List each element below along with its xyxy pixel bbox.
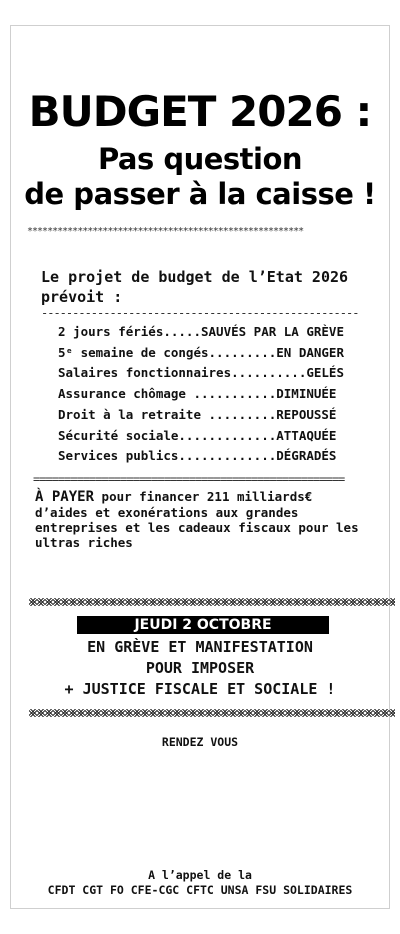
budget-items-list <box>58 322 368 467</box>
flyer <box>10 25 390 909</box>
date-banner: JEUDI 2 OCTOBRE <box>77 616 329 634</box>
call-text: A l’appel de la <box>148 868 252 882</box>
pay-label: À PAYER <box>35 489 95 505</box>
list-item: 2 jours fériés.....SAUVÉS PAR LA GRÈVE <box>58 324 344 339</box>
item-status: DIMINUÉE <box>276 386 337 402</box>
list-item: Salaires fonctionnaires..........GELÉS <box>58 365 344 381</box>
item-status: ATTAQUÉE <box>276 427 337 443</box>
list-item: Services publics.............DÉGRADÉS <box>58 448 337 464</box>
list-item: Assurance chômage ...........DIMINUÉE <box>58 386 337 402</box>
list-item: Droit à la retraite .........REPOUSSÉ <box>58 406 337 422</box>
item-status: DÉGRADÉS <box>276 448 337 464</box>
pay-text: pour financer 211 milliards€ d’aides et exonérations aux grandes entreprises et les cadeaux fiscaux pour les ultras riches <box>35 489 359 550</box>
list-item: Sécurité sociale.............ATTAQUÉE <box>58 427 337 443</box>
item-status: REPOUSSÉ <box>276 406 337 422</box>
headline-subtitle-line2: de passer à la caisse ! <box>24 177 376 211</box>
impose-line: POUR IMPOSER <box>145 659 255 677</box>
strike-line: EN GRÈVE ET MANIFESTATION <box>87 638 313 656</box>
budget-intro: Le projet de budget de l’Etat 2026 prévoit : <box>41 268 349 306</box>
list-item: 5ᵉ semaine de congés.........EN DANGER <box>58 344 344 360</box>
unions-list: CFDT CGT FO CFE-CGC CFTC UNSA FSU SOLIDAIRES <box>47 883 353 897</box>
diamond-separator-bottom <box>29 709 395 717</box>
pay-paragraph <box>35 489 365 550</box>
diamond-separator-top <box>29 598 395 606</box>
rendez-vous: RENDEZ VOUS <box>161 735 239 749</box>
star-separator: ******************************************************* <box>27 227 304 237</box>
item-status: GELÉS <box>306 365 344 381</box>
justice-line: + JUSTICE FISCALE ET SOCIALE ! <box>64 680 336 698</box>
headline-title: BUDGET 2026 : <box>28 87 372 136</box>
item-status: SAUVÉS PAR LA GRÈVE <box>201 324 344 339</box>
headline-subtitle-line1: Pas question <box>97 142 303 176</box>
dash-separator: --------------------------------------------------- <box>41 308 359 318</box>
item-status: EN DANGER <box>276 344 344 360</box>
equals-separator: ================================================== <box>33 474 345 484</box>
